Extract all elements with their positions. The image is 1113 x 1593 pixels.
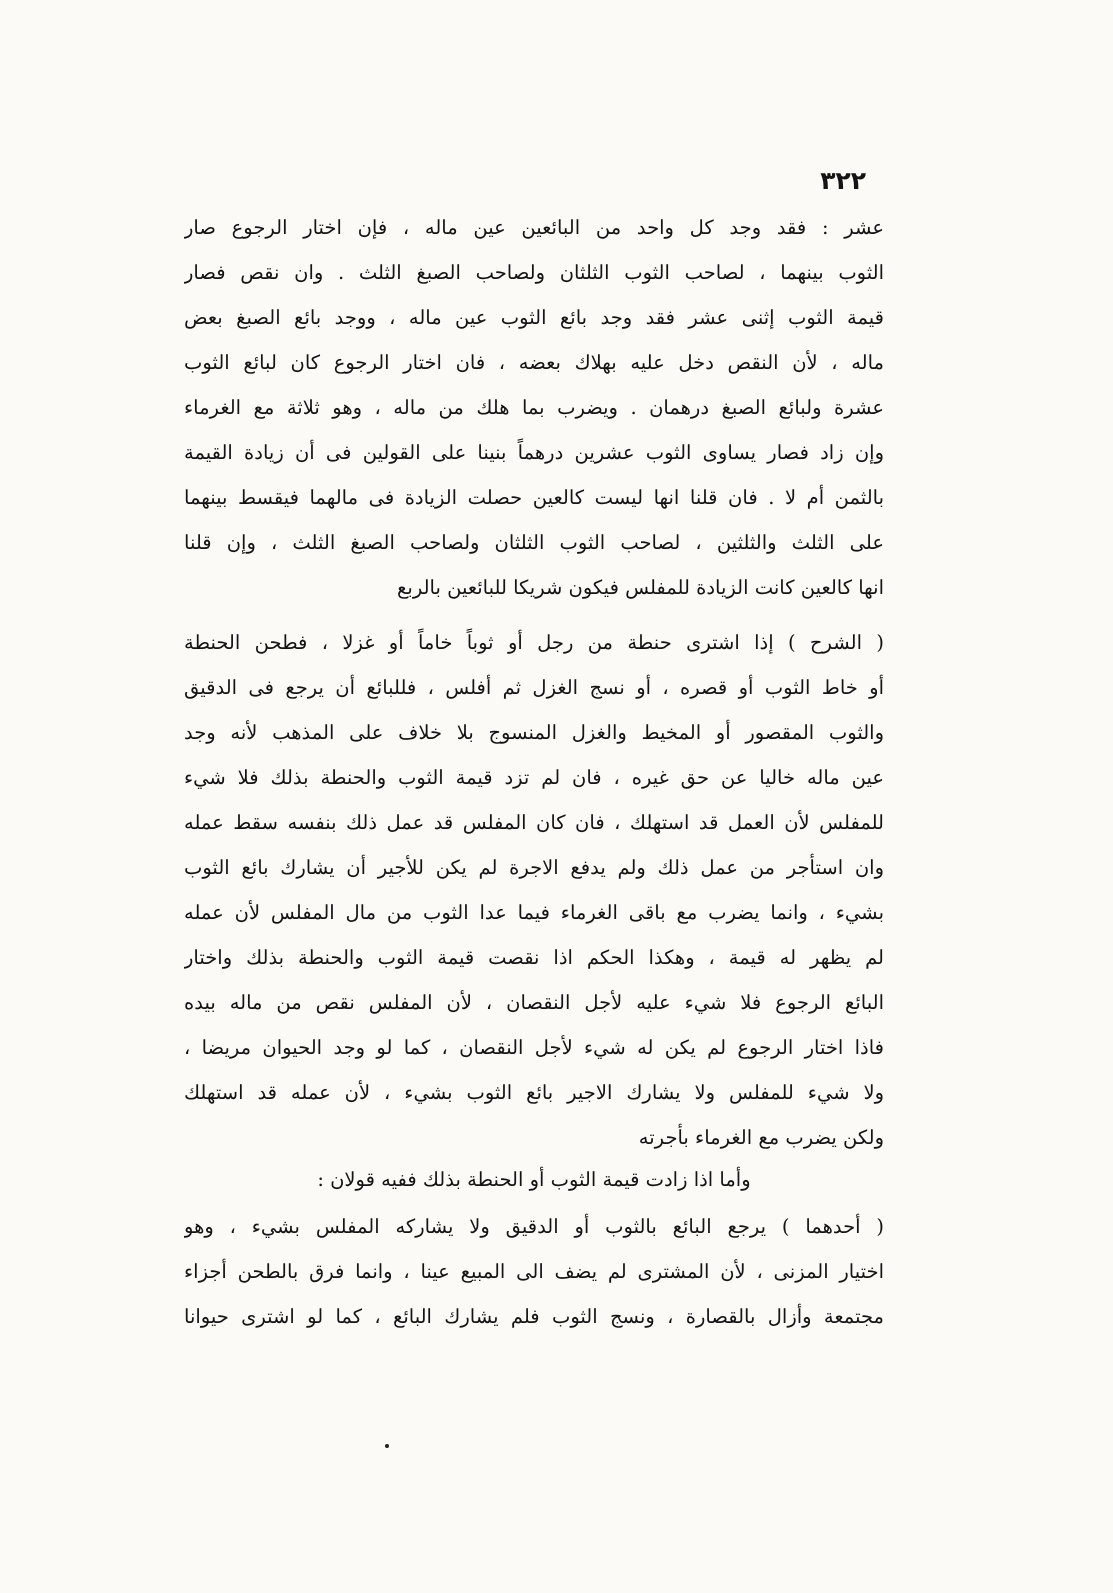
- text-line: اختيار المزنى ، لأن المشترى لم يضف الى المبيع عينا ، وانما فرق بالطحن أجزاء: [184, 1260, 884, 1283]
- paragraph-4: [184, 1204, 884, 1339]
- text-line: ( أحدهما ) يرجع البائع بالثوب أو الدقيق ولا يشاركه المفلس بشيء ، وهو: [184, 1215, 884, 1238]
- text-line: انها كالعين كانت الزيادة للمفلس فيكون شريكا للبائعين بالربع: [397, 576, 884, 599]
- text-line: عين ماله خاليا عن حق غيره ، فان لم تزد قيمة الثوب والحنطة بذلك فلا شيء: [184, 766, 884, 789]
- text-line: بشيء ، وانما يضرب مع باقى الغرماء فيما عدا الثوب من مال المفلس لأن عمله: [184, 901, 884, 924]
- text-line: عشر : فقد وجد كل واحد من البائعين عين ماله ، فإن اختار الرجوع صار: [184, 216, 884, 239]
- text-line: ولا شيء للمفلس ولا يشارك الاجير بائع الثوب بشيء ، لأن عمله قد استهلك: [184, 1081, 884, 1104]
- text-line: والثوب المقصور أو المخيط والغزل المنسوج بلا خلاف على المذهب لأنه وجد: [184, 721, 884, 744]
- text-line: أو خاط الثوب أو قصره ، أو نسج الغزل ثم أفلس ، فللبائع أن يرجع فى الدقيق: [184, 676, 884, 699]
- text-line: فاذا اختار الرجوع لم يكن له شيء لأجل النقصان ، كما لو وجد الحيوان مريضا ،: [184, 1036, 884, 1059]
- page-number: ٣٢٢: [820, 166, 866, 195]
- text-line: مجتمعة وأزال بالقصارة ، ونسج الثوب فلم يشارك البائع ، كما لو اشترى حيوانا: [184, 1305, 884, 1328]
- text-line: للمفلس لأن العمل قد استهلك ، فان كان المفلس قد عمل ذلك بنفسه سقط عمله: [184, 811, 884, 834]
- ink-speck: [385, 1444, 389, 1448]
- text-line: بالثمن أم لا . فان قلنا انها ليست كالعين حصلت الزيادة فى مالهما فيقسط بينهما: [184, 486, 884, 509]
- paragraph-2: [184, 620, 884, 1160]
- text-line: عشرة ولبائع الصبغ درهمان . ويضرب بما هلك من ماله ، وهو ثلاثة مع الغرماء: [184, 396, 884, 419]
- text-line: وإن زاد فصار يساوى الثوب عشرين درهماً بنينا على القولين فى أن زيادة القيمة: [184, 441, 884, 464]
- text-line: ماله ، لأن النقص دخل عليه بهلاك بعضه ، فان اختار الرجوع كان لبائع الثوب: [184, 351, 884, 374]
- paragraph-3: [184, 1157, 884, 1202]
- text-line: الثوب بينهما ، لصاحب الثوب الثلثان ولصاحب الصبغ الثلث . وان نقص فصار: [184, 261, 884, 284]
- text-line: لم يظهر له قيمة ، وهكذا الحكم اذا نقصت قيمة الثوب والحنطة بذلك واختار: [184, 946, 884, 969]
- text-line: قيمة الثوب إثنى عشر فقد وجد بائع الثوب عين ماله ، ووجد بائع الصبغ بعض: [184, 306, 884, 329]
- text-line: ولكن يضرب مع الغرماء بأجرته: [638, 1126, 884, 1149]
- text-line: على الثلث والثلثين ، لصاحب الثوب الثلثان ولصاحب الصبغ الثلث ، وإن قلنا: [184, 531, 884, 554]
- text-line: وأما اذا زادت قيمة الثوب أو الحنطة بذلك ففيه قولان :: [317, 1168, 751, 1191]
- text-line: البائع الرجوع فلا شيء عليه لأجل النقصان ، لأن المفلس نقص من ماله بيده: [184, 991, 884, 1014]
- paragraph-1: [184, 205, 884, 610]
- text-line: وان استأجر من عمل ذلك ولم يدفع الاجرة لم يكن للأجير أن يشارك بائع الثوب: [184, 856, 884, 879]
- text-line: ( الشرح ) إذا اشترى حنطة من رجل أو ثوباً خاماً أو غزلا ، فطحن الحنطة: [184, 631, 884, 654]
